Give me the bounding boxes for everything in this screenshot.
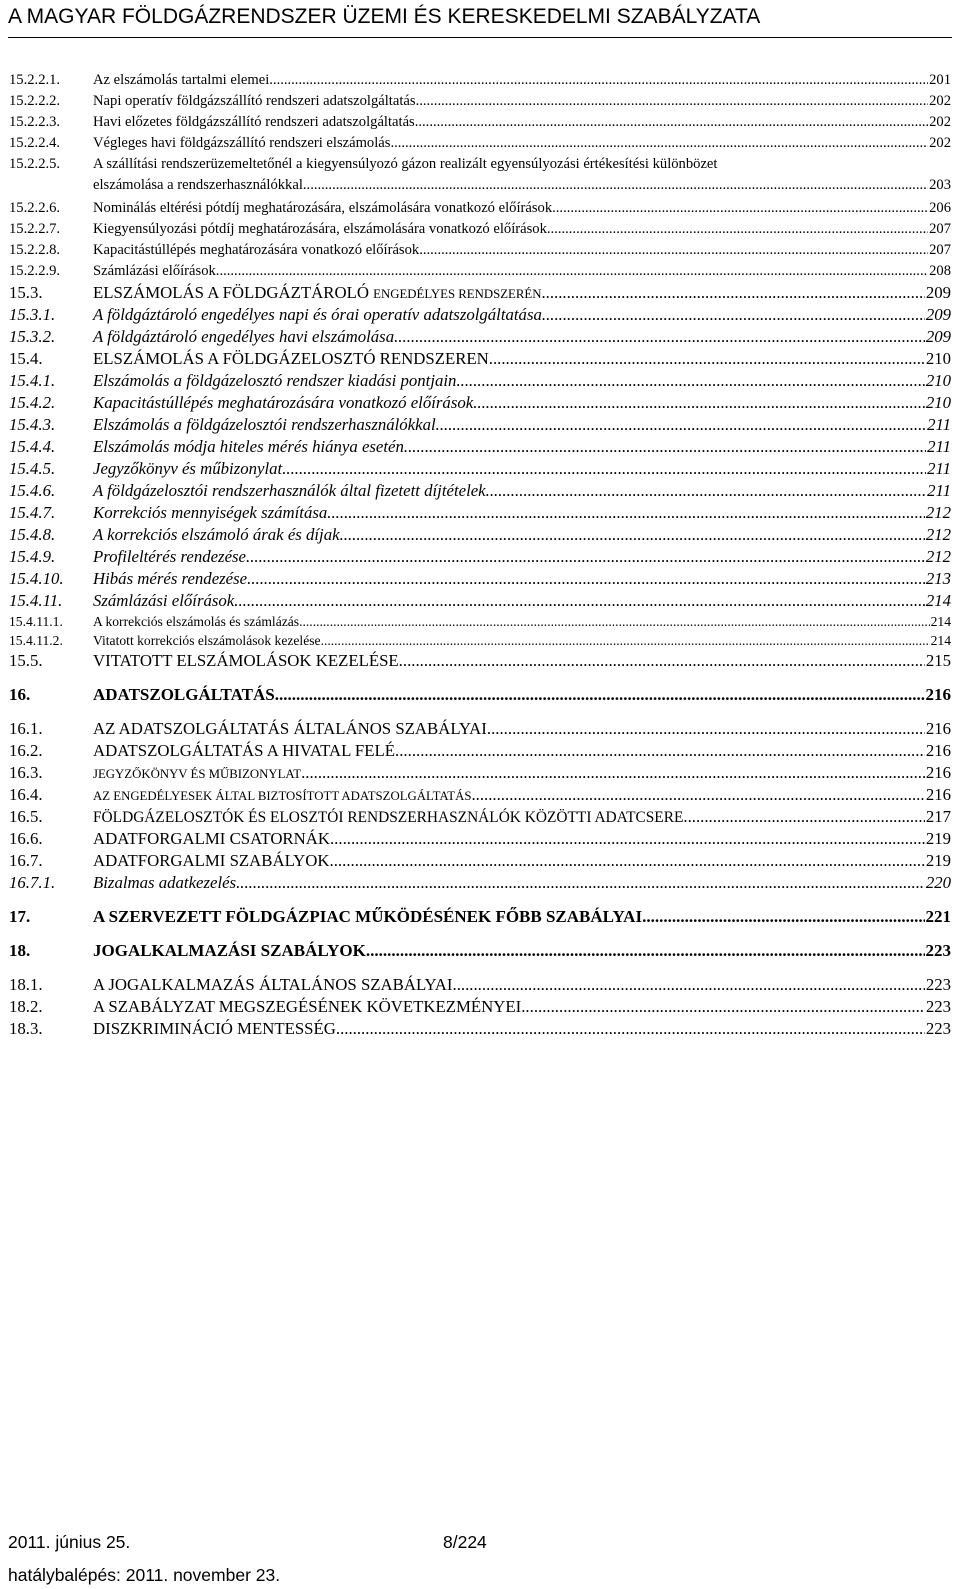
toc-entry-page: 216 [925, 741, 951, 760]
toc-entry-title: Havi előzetes földgázszállító rendszeri adatszolgáltatás [93, 114, 415, 130]
dot-leader [642, 906, 924, 928]
toc-entry[interactable] [9, 1018, 951, 1040]
toc-entry-page: 212 [925, 525, 951, 544]
toc-entry-number: 15.4.7. [9, 503, 56, 522]
toc-entry-title: Elszámolás módja hiteles mérés hiánya esetén [93, 437, 404, 456]
toc-entry-page: 208 [929, 263, 951, 279]
toc-entry[interactable] [9, 502, 951, 524]
toc-entry[interactable] [9, 198, 951, 219]
dot-leader [327, 502, 925, 524]
toc-entry-title: A SZERVEZETT FÖLDGÁZPIAC MŰKÖDÉSÉNEK FŐBB SZABÁLYAI [93, 907, 643, 926]
toc-entry[interactable] [9, 631, 951, 650]
toc-entry[interactable] [9, 974, 951, 996]
toc-entry-title: Végleges havi földgázszállító rendszeri elszámolás [93, 135, 391, 151]
toc-entry[interactable] [9, 414, 951, 436]
toc-entry-number: 15.5. [9, 651, 43, 670]
toc-entry-page: 202 [929, 135, 951, 151]
toc-entry[interactable] [9, 546, 951, 568]
toc-entry[interactable] [9, 480, 951, 502]
dot-leader [299, 612, 930, 631]
dot-leader [473, 392, 925, 414]
toc-entry-number: 16.3. [9, 763, 43, 782]
toc-entry-page: 211 [927, 437, 951, 456]
toc-entry-title: Kiegyensúlyozási pótdíj meghatározására, elszámolására vonatkozó előírások [93, 221, 547, 237]
toc-entry-number: 16.7. [9, 851, 43, 870]
toc-entry[interactable] [9, 261, 951, 282]
toc-entry-page: 202 [929, 93, 951, 109]
dot-leader [436, 414, 926, 436]
dot-leader [489, 348, 925, 370]
toc-entry-page: 210 [925, 393, 951, 412]
toc-entry[interactable] [9, 240, 951, 261]
toc-entry-page: 206 [929, 200, 951, 216]
toc-entry-number: 15.4.11.1. [9, 614, 63, 629]
toc-entry[interactable] [9, 718, 951, 740]
toc-entry-page: 216 [925, 719, 951, 738]
toc-entry-title: Kapacitástúllépés meghatározására vonatkozó előírások [93, 242, 420, 258]
toc-entry-title: AZ ADATSZOLGÁLTATÁS ÁLTALÁNOS SZABÁLYAI [93, 719, 487, 738]
toc-entry-page: 214 [925, 591, 951, 610]
toc-entry-number: 15.2.2.7. [9, 221, 61, 237]
dot-leader [471, 784, 924, 806]
toc-entry[interactable] [9, 524, 951, 546]
toc-entry-number: 16.2. [9, 741, 43, 760]
toc-entry[interactable] [9, 219, 951, 240]
toc-entry-page: 223 [925, 941, 951, 960]
dot-leader [683, 806, 924, 828]
dot-leader [340, 524, 925, 546]
toc-entry[interactable] [9, 154, 951, 198]
dot-leader [453, 974, 925, 996]
toc-entry-page: 212 [925, 547, 951, 566]
toc-entry-page: 216 [925, 763, 951, 782]
toc-entry[interactable] [9, 392, 951, 414]
dot-leader [269, 70, 928, 91]
toc-entry[interactable] [9, 684, 951, 706]
toc-entry-number: 15.4.11.2. [9, 633, 63, 648]
toc-entry-title: Számlázási előírások [93, 263, 216, 279]
toc-entry-title: Kapacitástúllépés meghatározására vonatkozó előírások [93, 393, 474, 412]
dot-leader [390, 133, 928, 154]
dot-leader [395, 740, 925, 762]
toc-entry[interactable] [9, 370, 951, 392]
document-header-title: A MAGYAR FÖLDGÁZRENDSZER ÜZEMI ÉS KERESKEDELMI SZABÁLYZATA [8, 5, 761, 28]
toc-entry-page: 223 [925, 975, 951, 994]
toc-entry-page: 212 [925, 503, 951, 522]
toc-entry-title-line1: A szállítási rendszerüzemeltetőnél a kiegyensúlyozó gázon realizált egyensúlyozási értékesítési különbözet [93, 156, 718, 172]
dot-leader [366, 940, 925, 962]
dot-leader [547, 219, 928, 240]
toc-entry-title: A korrekciós elszámolás és számlázás [93, 614, 300, 629]
toc-entry-page: 216 [925, 785, 951, 804]
toc-entry-title-line2: elszámolása a rendszerhasználókkal [93, 177, 303, 193]
dot-leader [247, 568, 925, 590]
dot-leader [303, 175, 928, 196]
toc-entry-number: 18.1. [9, 975, 43, 994]
dot-leader [521, 996, 925, 1018]
dot-leader [456, 370, 924, 392]
toc-entry-number: 15.2.2.5. [9, 156, 61, 172]
toc-entry-number: 15.4.6. [9, 481, 56, 500]
toc-entry-title: ADATSZOLGÁLTATÁS A HIVATAL FELÉ [93, 741, 396, 760]
dot-leader [330, 850, 925, 872]
toc-entry[interactable] [9, 112, 951, 133]
toc-entry-title: ADATSZOLGÁLTATÁS [93, 685, 275, 704]
toc-entry[interactable] [9, 784, 951, 806]
toc-entry-page: 210 [925, 371, 951, 390]
toc-entry-number: 15.3.1. [9, 305, 56, 324]
toc-entry-number: 15.4.11. [9, 591, 63, 610]
toc-entry-page: 211 [927, 459, 951, 478]
toc-entry-title: Nominálás eltérési pótdíj meghatározására, elszámolására vonatkozó előírások [93, 200, 553, 216]
toc-entry-page: 217 [925, 807, 951, 826]
toc-entry[interactable] [9, 872, 951, 894]
toc-entry-number: 16.5. [9, 807, 43, 826]
toc-entry-title: Profileltérés rendezése [93, 547, 247, 566]
dot-leader [301, 762, 925, 784]
dot-leader [552, 198, 928, 219]
toc-entry-title: Korrekciós mennyiségek számítása [93, 503, 328, 522]
dot-leader [275, 684, 925, 706]
toc-entry-number: 15.3. [9, 283, 43, 302]
dot-leader [541, 282, 924, 304]
toc-entry[interactable] [9, 326, 951, 348]
toc-entry[interactable] [9, 91, 951, 112]
dot-leader [404, 436, 926, 458]
toc-entry-page: 201 [929, 72, 951, 88]
toc-entry-title: DISZKRIMINÁCIÓ MENTESSÉG [93, 1019, 336, 1038]
dot-leader [330, 828, 925, 850]
toc-entry-title: Jegyzőkönyv és műbizonylat [93, 459, 283, 478]
dot-leader [416, 91, 929, 112]
toc-entry-number: 15.2.2.1. [9, 72, 61, 88]
toc-entry-page: 223 [925, 997, 951, 1016]
toc-entry-page: 202 [929, 114, 951, 130]
dot-leader [246, 546, 925, 568]
toc-entry-number: 16.7.1. [9, 873, 56, 892]
footer-effective-date: hatálybalépés: 2011. november 23. [8, 1565, 281, 1585]
toc-entry[interactable] [9, 650, 951, 672]
toc-entry-title: Az elszámolás tartalmi elemei [93, 72, 270, 88]
toc-entry-number: 16.6. [9, 829, 43, 848]
toc-entry-number: 15.4.2. [9, 393, 56, 412]
toc-entry-title: Napi operatív földgázszállító rendszeri adatszolgáltatás [93, 93, 416, 109]
header-divider [8, 37, 952, 38]
toc-entry[interactable] [9, 762, 951, 784]
toc-entry[interactable] [9, 940, 951, 962]
toc-entry[interactable] [9, 590, 951, 612]
toc-entry-page: 207 [929, 242, 951, 258]
toc-entry-number: 15.4.1. [9, 371, 56, 390]
toc-entry-title: Hibás mérés rendezése [93, 569, 248, 588]
toc-entry[interactable] [9, 568, 951, 590]
toc-entry-page: 219 [925, 829, 951, 848]
toc-entry-page: 209 [925, 305, 951, 324]
toc-entry-number: 16. [9, 685, 31, 704]
toc-entry-title: Vitatott korrekciós elszámolások kezelése [93, 633, 321, 648]
toc-entry-page: 214 [930, 633, 951, 648]
toc-entry-title: A JOGALKALMAZÁS ÁLTALÁNOS SZABÁLYAI [93, 975, 453, 994]
toc-entry-number: 16.4. [9, 785, 43, 804]
toc-entry-page: 209 [925, 283, 951, 302]
toc-entry-number: 15.2.2.2. [9, 93, 61, 109]
toc-entry-title: Bizalmas adatkezelés [93, 873, 237, 892]
footer-date: 2011. június 25. [8, 1532, 131, 1552]
toc-entry-page: 215 [925, 651, 951, 670]
toc-entry-page: 211 [927, 481, 951, 500]
dot-leader [419, 240, 928, 261]
toc-entry-number: 15.4. [9, 349, 43, 368]
toc-entry-title: A SZABÁLYZAT MEGSZEGÉSÉNEK KÖVETKEZMÉNYEI [93, 997, 522, 1016]
toc-entry[interactable] [9, 906, 951, 928]
toc-entry-title: A földgáztároló engedélyes napi és órai operatív adatszolgáltatása [93, 305, 542, 324]
dot-leader [321, 631, 930, 650]
toc-entry-title: ADATFORGALMI CSATORNÁK [93, 829, 330, 848]
toc-entry[interactable] [9, 282, 951, 304]
toc-entry-title: A korrekciós elszámoló árak és díjak [93, 525, 340, 544]
toc-entry-page: 220 [925, 873, 951, 892]
toc-entry-page: 210 [925, 349, 951, 368]
toc-entry-number: 15.2.2.3. [9, 114, 61, 130]
dot-leader [216, 261, 928, 282]
dot-leader [234, 590, 925, 612]
toc-entry-number: 15.2.2.8. [9, 242, 61, 258]
toc-entry[interactable] [9, 850, 951, 872]
dot-leader [487, 718, 925, 740]
dot-leader [486, 480, 926, 502]
toc-entry-number: 16.1. [9, 719, 43, 738]
toc-entry-title: ELSZÁMOLÁS A FÖLDGÁZELOSZTÓ RENDSZEREN [93, 349, 489, 368]
toc-entry-number: 15.4.8. [9, 525, 56, 544]
toc-entry-title: JEGYZŐKÖNYV ÉS MŰBIZONYLAT [93, 767, 302, 781]
toc-entry[interactable] [9, 348, 951, 370]
dot-leader [336, 1018, 925, 1040]
toc-entry-number: 17. [9, 907, 31, 926]
table-of-contents [9, 70, 951, 1040]
toc-entry-page: 221 [925, 907, 951, 926]
toc-entry[interactable] [9, 304, 951, 326]
toc-entry-number: 18. [9, 941, 31, 960]
toc-entry-title: ADATFORGALMI SZABÁLYOK [93, 851, 330, 870]
toc-entry-number: 15.2.2.6. [9, 200, 61, 216]
toc-entry-number: 15.4.9. [9, 547, 56, 566]
dot-leader [236, 872, 925, 894]
toc-entry[interactable] [9, 70, 951, 91]
dot-leader [282, 458, 926, 480]
toc-entry-number: 15.2.2.4. [9, 135, 61, 151]
dot-leader [394, 326, 925, 348]
toc-entry[interactable] [9, 436, 951, 458]
toc-entry-number: 15.3.2. [9, 327, 56, 346]
footer-page-indicator: 8/224 [443, 1532, 487, 1552]
toc-entry-title: Elszámolás a földgázelosztói rendszerhasználókkal [93, 415, 436, 434]
toc-entry-number: 18.2. [9, 997, 43, 1016]
toc-entry-page: 207 [929, 221, 951, 237]
toc-entry[interactable] [9, 133, 951, 154]
toc-entry-title: VITATOTT ELSZÁMOLÁSOK KEZELÉSE [93, 651, 399, 670]
toc-entry[interactable] [9, 828, 951, 850]
toc-entry-title: AZ ENGEDÉLYESEK ÁLTAL BIZTOSÍTOTT ADATSZOLGÁLTATÁS [93, 789, 472, 803]
toc-entry[interactable] [9, 458, 951, 480]
toc-entry-number: 15.4.3. [9, 415, 56, 434]
dot-leader [415, 112, 928, 133]
toc-entry[interactable] [9, 612, 951, 631]
toc-entry-page: 214 [930, 614, 951, 629]
toc-entry-title: ELSZÁMOLÁS A FÖLDGÁZTÁROLÓ [93, 283, 374, 302]
dot-leader [542, 304, 925, 326]
toc-entry-page: 203 [929, 177, 951, 193]
toc-entry-number: 15.2.2.9. [9, 263, 61, 279]
toc-entry-page: 219 [925, 851, 951, 870]
toc-entry-number: 18.3. [9, 1019, 43, 1038]
toc-entry-number: 15.4.4. [9, 437, 56, 456]
toc-entry[interactable] [9, 806, 951, 828]
dot-leader [399, 650, 925, 672]
toc-entry[interactable] [9, 740, 951, 762]
toc-entry-page: 213 [925, 569, 951, 588]
toc-entry-page: 211 [927, 415, 951, 434]
toc-entry-title-smallcaps: ENGEDÉLYES RENDSZERÉN [373, 287, 542, 301]
toc-entry-number: 15.4.5. [9, 459, 56, 478]
toc-entry-page: 216 [925, 685, 951, 704]
toc-entry-title: A földgáztároló engedélyes havi elszámolása [93, 327, 395, 346]
toc-entry-title: Elszámolás a földgázelosztó rendszer kiadási pontjain [93, 371, 457, 390]
toc-entry-title: Számlázási előírások [93, 591, 235, 610]
toc-entry-title: JOGALKALMAZÁSI SZABÁLYOK [93, 941, 366, 960]
toc-entry-title: A földgázelosztói rendszerhasználók által fizetett díjtételek [93, 481, 486, 500]
toc-entry-title: FÖLDGÁZELOSZTÓK ÉS ELOSZTÓI RENDSZERHASZNÁLÓK KÖZÖTTI ADATCSERE [93, 809, 684, 826]
toc-entry-page: 223 [925, 1019, 951, 1038]
toc-entry[interactable] [9, 996, 951, 1018]
toc-entry-number: 15.4.10. [9, 569, 64, 588]
toc-entry-page: 209 [925, 327, 951, 346]
